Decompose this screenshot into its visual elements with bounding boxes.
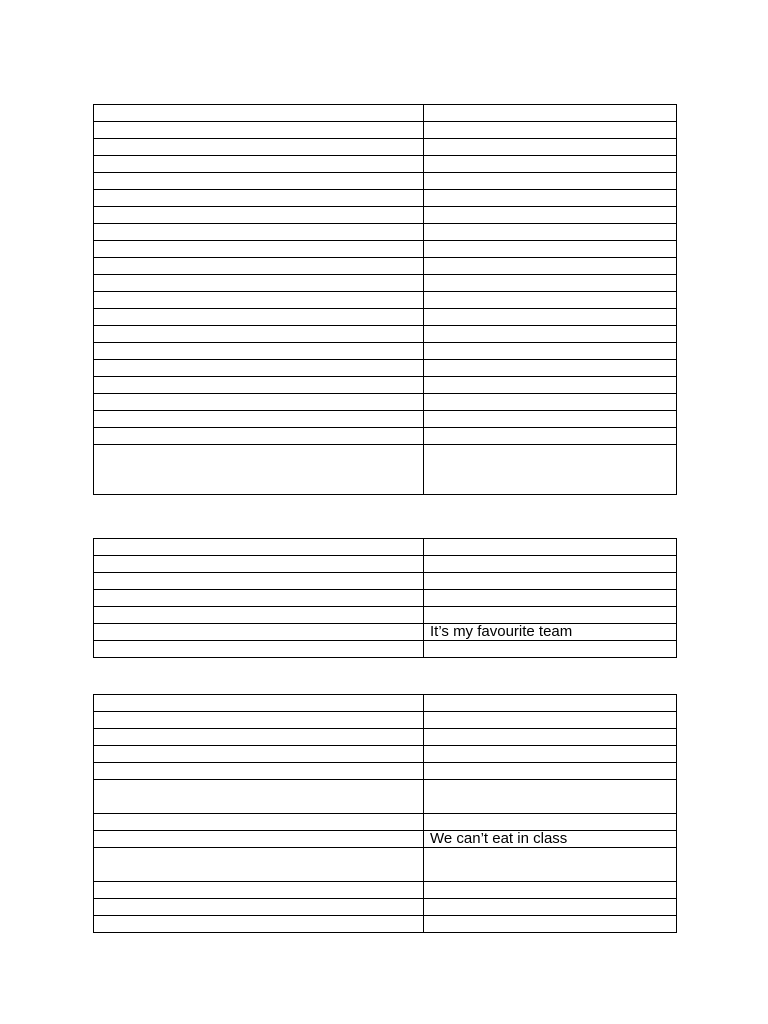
table-cell-right — [424, 814, 677, 831]
table-cell-right — [424, 590, 677, 607]
table-row — [94, 207, 677, 224]
table-cell-right — [424, 241, 677, 258]
table-cell-right — [424, 292, 677, 309]
table-cell-right — [424, 309, 677, 326]
table-row — [94, 916, 677, 933]
table-cell-right — [424, 746, 677, 763]
table-cell-right — [424, 122, 677, 139]
table-cell-left — [94, 712, 424, 729]
table-cell-left — [94, 882, 424, 899]
table-cell-right — [424, 916, 677, 933]
table-row — [94, 411, 677, 428]
table-row — [94, 139, 677, 156]
table-row — [94, 624, 677, 641]
table-row — [94, 590, 677, 607]
table-cell-left — [94, 428, 424, 445]
table-row — [94, 831, 677, 848]
table-row — [94, 445, 677, 495]
table-cell-left — [94, 556, 424, 573]
table-row — [94, 173, 677, 190]
table-row — [94, 326, 677, 343]
table-cell-left — [94, 258, 424, 275]
table-cell-left — [94, 848, 424, 882]
table-cell-left — [94, 190, 424, 207]
table-row — [94, 763, 677, 780]
table-row — [94, 746, 677, 763]
table-cell-left — [94, 411, 424, 428]
table-cell-right — [424, 445, 677, 495]
table-cell-left — [94, 122, 424, 139]
table-row — [94, 712, 677, 729]
table-cell-right — [424, 641, 677, 658]
table-cell-right — [424, 343, 677, 360]
table-row — [94, 556, 677, 573]
table-cell-right — [424, 607, 677, 624]
table-row — [94, 343, 677, 360]
table-cell-left — [94, 309, 424, 326]
table-cell-left — [94, 173, 424, 190]
table-cell-right — [424, 105, 677, 122]
table-row — [94, 729, 677, 746]
table-cell-left — [94, 590, 424, 607]
table-row — [94, 641, 677, 658]
table-cell-right — [424, 428, 677, 445]
table-cell-left — [94, 814, 424, 831]
table-cell-right — [424, 377, 677, 394]
table-row — [94, 292, 677, 309]
table-cell-left — [94, 156, 424, 173]
table-cell-left — [94, 105, 424, 122]
table-row — [94, 224, 677, 241]
table-cell-left — [94, 763, 424, 780]
table-row — [94, 428, 677, 445]
table-cell-left — [94, 641, 424, 658]
table-cell-right — [424, 899, 677, 916]
table-cell-right — [424, 573, 677, 590]
table-row — [94, 122, 677, 139]
table-cell-right — [424, 695, 677, 712]
table-cell-right — [424, 394, 677, 411]
table-cell-right — [424, 780, 677, 814]
table-cell-right — [424, 139, 677, 156]
table-cell-left — [94, 343, 424, 360]
table-row — [94, 573, 677, 590]
table-row — [94, 190, 677, 207]
worksheet-table-2 — [93, 538, 677, 658]
table-cell-right — [424, 360, 677, 377]
table-cell-left — [94, 780, 424, 814]
table-cell-left — [94, 539, 424, 556]
table-cell-right — [424, 556, 677, 573]
table-cell-left — [94, 241, 424, 258]
table-row — [94, 394, 677, 411]
table-cell-left — [94, 573, 424, 590]
table-row — [94, 156, 677, 173]
table-cell-right — [424, 156, 677, 173]
table-row — [94, 309, 677, 326]
worksheet-table-1 — [93, 104, 677, 495]
worksheet-table-3 — [93, 694, 677, 933]
table-cell-right — [424, 882, 677, 899]
table-cell-right — [424, 275, 677, 292]
table-cell-right — [424, 207, 677, 224]
table-cell-left — [94, 207, 424, 224]
table-row — [94, 105, 677, 122]
table-cell-right — [424, 173, 677, 190]
table-cell-right — [424, 763, 677, 780]
table-row — [94, 241, 677, 258]
table-row — [94, 360, 677, 377]
table-cell-left — [94, 326, 424, 343]
table-row — [94, 780, 677, 814]
table-cell-right — [424, 190, 677, 207]
table-row — [94, 607, 677, 624]
table-cell-left — [94, 292, 424, 309]
table-cell-left — [94, 729, 424, 746]
table-cell-right — [424, 539, 677, 556]
table-cell-left — [94, 624, 424, 641]
table-cell-left — [94, 916, 424, 933]
table-row — [94, 258, 677, 275]
table-row — [94, 377, 677, 394]
table-cell-right — [424, 326, 677, 343]
table-cell-right: We can’t eat in class — [424, 831, 677, 848]
table-cell-left — [94, 224, 424, 241]
table-row — [94, 275, 677, 292]
table-cell-left — [94, 275, 424, 292]
table-row — [94, 814, 677, 831]
table-row — [94, 882, 677, 899]
table-cell-right — [424, 848, 677, 882]
table-row — [94, 848, 677, 882]
table-cell-left — [94, 139, 424, 156]
table-cell-left — [94, 831, 424, 848]
table-cell-left — [94, 746, 424, 763]
table-cell-right — [424, 729, 677, 746]
table-cell-right — [424, 224, 677, 241]
table-cell-left — [94, 394, 424, 411]
table-cell-right — [424, 712, 677, 729]
table-cell-left — [94, 360, 424, 377]
table-row — [94, 539, 677, 556]
table-row — [94, 899, 677, 916]
table-cell-left — [94, 899, 424, 916]
table-cell-left — [94, 607, 424, 624]
table-cell-right — [424, 258, 677, 275]
table-cell-left — [94, 377, 424, 394]
table-cell-left — [94, 445, 424, 495]
table-row — [94, 695, 677, 712]
table-cell-right: It’s my favourite team — [424, 624, 677, 641]
table-cell-left — [94, 695, 424, 712]
table-cell-right — [424, 411, 677, 428]
